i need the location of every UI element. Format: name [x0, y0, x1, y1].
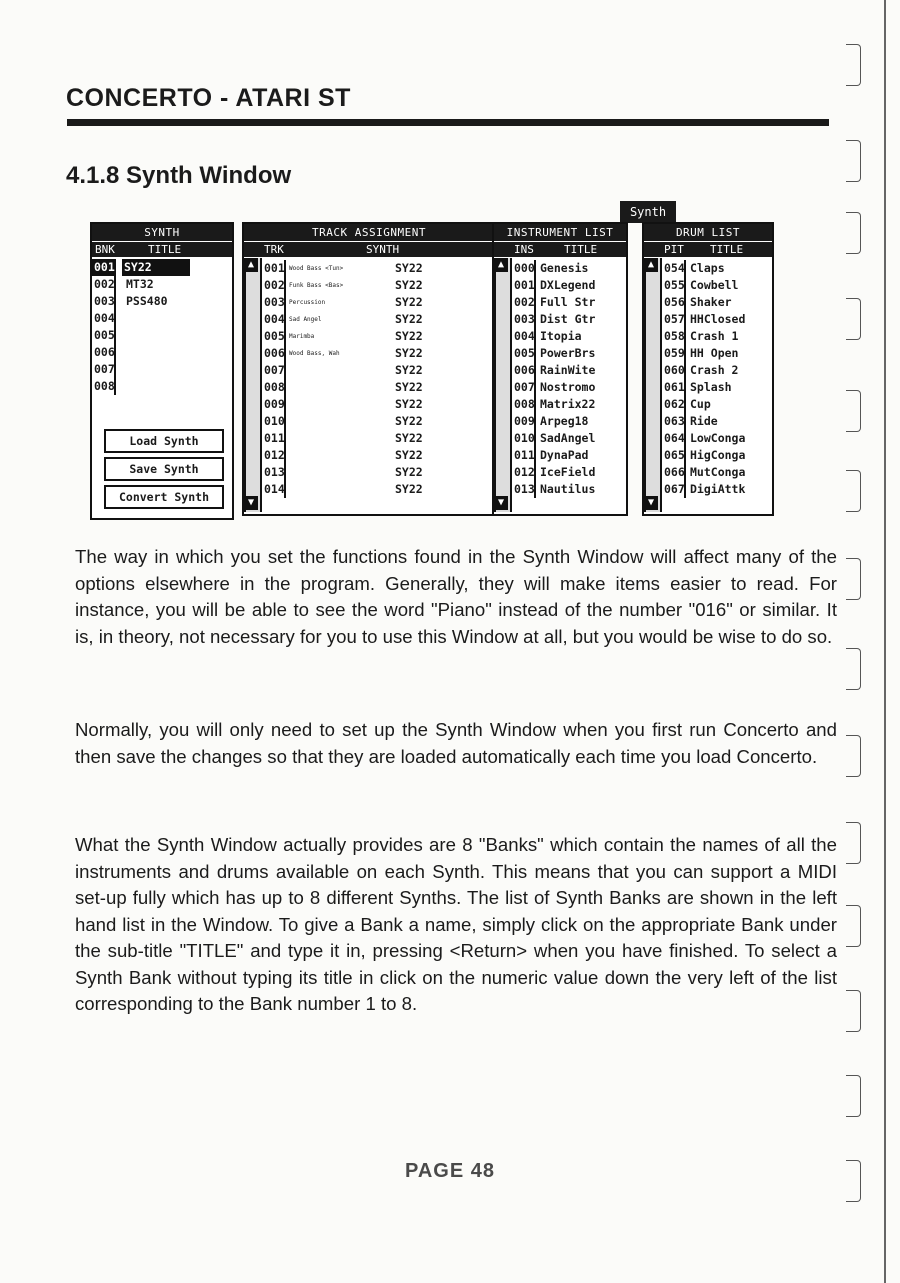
- binder-mark: [846, 298, 861, 340]
- binder-mark: [846, 140, 861, 182]
- instrument-number: 007: [514, 380, 535, 394]
- track-row[interactable]: [262, 447, 494, 464]
- track-synth[interactable]: SY22: [395, 295, 423, 309]
- track-synth[interactable]: SY22: [395, 329, 423, 343]
- binder-mark: [846, 470, 861, 512]
- drum-list-window: [642, 222, 774, 516]
- track-row[interactable]: [262, 464, 494, 481]
- save-synth-button[interactable]: Save Synth: [104, 457, 224, 481]
- track-number: 005: [264, 329, 285, 343]
- instrument-row[interactable]: [512, 260, 626, 277]
- bank-title[interactable]: MT32: [126, 277, 154, 291]
- instrument-title[interactable]: IceField: [540, 465, 596, 479]
- drum-title[interactable]: Crash 1: [690, 329, 739, 343]
- bank-row[interactable]: [92, 361, 232, 378]
- track-synth[interactable]: SY22: [395, 482, 423, 496]
- instrument-title[interactable]: Full Str: [540, 295, 596, 309]
- instrument-row[interactable]: [512, 396, 626, 413]
- bnk-column-label: BNK: [95, 243, 115, 256]
- drum-row[interactable]: [662, 447, 772, 464]
- track-instrument-name: Funk Bass <Bas>: [289, 282, 344, 289]
- scroll-up-icon[interactable]: ▲: [494, 258, 508, 272]
- bank-title[interactable]: SY22: [122, 259, 190, 276]
- instrument-row[interactable]: [512, 311, 626, 328]
- binder-mark: [846, 1160, 861, 1202]
- pit-column-label: PIT: [664, 243, 684, 256]
- drum-pitch: 061: [664, 380, 685, 394]
- track-synth[interactable]: SY22: [395, 448, 423, 462]
- instrument-scrollbar[interactable]: [494, 258, 512, 512]
- drum-row[interactable]: [662, 362, 772, 379]
- track-synth[interactable]: SY22: [395, 397, 423, 411]
- drum-title-column-label: TITLE: [710, 243, 744, 256]
- bank-title[interactable]: [116, 345, 126, 359]
- drum-row[interactable]: [662, 294, 772, 311]
- track-row[interactable]: [262, 413, 494, 430]
- instrument-number: 012: [514, 465, 535, 479]
- synth-column-label: SYNTH: [366, 243, 400, 256]
- drum-pitch: 058: [664, 329, 685, 343]
- drum-row[interactable]: [662, 413, 772, 430]
- bank-number[interactable]: 003: [94, 294, 115, 308]
- instrument-row[interactable]: [512, 481, 626, 498]
- running-head: CONCERTO - ATARI ST: [66, 84, 351, 112]
- bank-row[interactable]: [92, 310, 232, 327]
- page-edge: [884, 0, 886, 1283]
- instrument-number: 001: [514, 278, 535, 292]
- instrument-row[interactable]: [512, 294, 626, 311]
- instrument-number: 003: [514, 312, 535, 326]
- instrument-row[interactable]: [512, 345, 626, 362]
- synth-window-screenshot: [90, 200, 774, 520]
- track-number: 008: [264, 380, 285, 394]
- binder-mark: [846, 735, 861, 777]
- instrument-list-window: [492, 222, 628, 516]
- bank-row[interactable]: [92, 344, 232, 361]
- bank-number[interactable]: 007: [94, 362, 115, 376]
- binder-mark: [846, 648, 861, 690]
- drum-title[interactable]: Cup: [690, 397, 711, 411]
- trk-column-label: TRK: [264, 243, 284, 256]
- drum-pitch: 055: [664, 278, 685, 292]
- drum-pitch: 064: [664, 431, 685, 445]
- instrument-column-header: [494, 241, 626, 257]
- bank-title[interactable]: [116, 362, 126, 376]
- drum-pitch: 062: [664, 397, 685, 411]
- instrument-row[interactable]: [512, 464, 626, 481]
- bank-list: [92, 257, 232, 395]
- instrument-list: [512, 260, 626, 498]
- bank-title[interactable]: PSS480: [126, 294, 168, 308]
- bank-row[interactable]: [92, 259, 232, 276]
- drum-row[interactable]: [662, 396, 772, 413]
- track-instrument-name: Percussion: [289, 299, 326, 306]
- instrument-row[interactable]: [512, 277, 626, 294]
- instrument-title[interactable]: Nostromo: [540, 380, 596, 394]
- track-instrument-name: Wood Bass <Tun>: [289, 265, 344, 272]
- instrument-row[interactable]: [512, 447, 626, 464]
- drum-row[interactable]: [662, 311, 772, 328]
- binder-mark: [846, 558, 861, 600]
- track-synth[interactable]: SY22: [395, 465, 423, 479]
- track-synth[interactable]: SY22: [395, 261, 423, 275]
- track-number: 011: [264, 431, 285, 445]
- track-list: [262, 260, 494, 498]
- drum-title[interactable]: Ride: [690, 414, 718, 428]
- instrument-number: 009: [514, 414, 535, 428]
- instrument-row[interactable]: [512, 430, 626, 447]
- page-number: PAGE 48: [405, 1160, 495, 1182]
- binder-mark: [846, 990, 861, 1032]
- track-synth[interactable]: SY22: [395, 346, 423, 360]
- drum-row[interactable]: [662, 430, 772, 447]
- synth-bank-window: [90, 222, 234, 520]
- bank-number[interactable]: 002: [94, 277, 115, 291]
- binder-mark: [846, 44, 861, 86]
- bank-title[interactable]: [116, 311, 126, 325]
- drum-title[interactable]: Shaker: [690, 295, 732, 309]
- bank-row[interactable]: [92, 276, 232, 293]
- drum-title[interactable]: Claps: [690, 261, 725, 275]
- header-rule: [67, 119, 829, 126]
- track-row[interactable]: [262, 277, 494, 294]
- bank-row[interactable]: [92, 293, 232, 310]
- instrument-number: 006: [514, 363, 535, 377]
- drum-pitch: 063: [664, 414, 685, 428]
- track-assignment-window: [242, 222, 496, 516]
- instrument-title[interactable]: Nautilus: [540, 482, 596, 496]
- instrument-number: 011: [514, 448, 535, 462]
- track-number: 001: [264, 261, 285, 275]
- instrument-title[interactable]: SadAngel: [540, 431, 596, 445]
- bank-title[interactable]: [116, 379, 126, 393]
- bank-row[interactable]: [92, 327, 232, 344]
- drum-pitch: 059: [664, 346, 685, 360]
- drum-pitch: 057: [664, 312, 685, 326]
- scroll-up-icon[interactable]: ▲: [244, 258, 258, 272]
- instrument-title[interactable]: Itopia: [540, 329, 582, 343]
- instrument-number: 002: [514, 295, 535, 309]
- instrument-title[interactable]: Dist Gtr: [540, 312, 596, 326]
- instrument-title[interactable]: Arpeg18: [540, 414, 589, 428]
- bank-number[interactable]: 001: [94, 260, 115, 274]
- track-number: 002: [264, 278, 285, 292]
- binder-mark: [846, 212, 861, 254]
- binder-mark: [846, 390, 861, 432]
- body-paragraph-3: What the Synth Window actually provides are 8 "Banks" which contain the names of all the instruments and drums available on each Synth. This means that you can support a MIDI set-up fully which has up to 8 different Synths. The list of Synth Banks are shown in the left hand list in the Window. To give a Bank a name, simply click on the appropriate Bank under the sub-title "TITLE" and type it in, pressing <Return> when you have finished. To select a Synth Bank without typing its title in click on the numeric value down the very left of the list corresponding to the Bank number 1 to 8.: [75, 834, 837, 1014]
- track-number: 004: [264, 312, 285, 326]
- bank-number[interactable]: 005: [94, 328, 115, 342]
- track-row[interactable]: [262, 260, 494, 277]
- drum-pitch: 060: [664, 363, 685, 377]
- drum-pitch: 056: [664, 295, 685, 309]
- ins-column-label: INS: [514, 243, 534, 256]
- binder-mark: [846, 1075, 861, 1117]
- binder-mark: [846, 905, 861, 947]
- drum-title[interactable]: DigiAttk: [690, 482, 746, 496]
- track-number: 006: [264, 346, 285, 360]
- track-row[interactable]: [262, 311, 494, 328]
- binder-mark: [846, 822, 861, 864]
- drum-column-header: [644, 241, 772, 257]
- drum-title[interactable]: MutConga: [690, 465, 746, 479]
- instrument-title[interactable]: Matrix22: [540, 397, 596, 411]
- drum-row[interactable]: [662, 260, 772, 277]
- synth-bank-window-title: SYNTH: [92, 224, 232, 241]
- instrument-number: 010: [514, 431, 535, 445]
- bank-number[interactable]: 008: [94, 379, 115, 393]
- track-synth[interactable]: SY22: [395, 431, 423, 445]
- instrument-list-title: INSTRUMENT LIST: [494, 224, 626, 241]
- bank-title[interactable]: [116, 328, 126, 342]
- drum-row[interactable]: [662, 464, 772, 481]
- track-number: 007: [264, 363, 285, 377]
- title-column-label: TITLE: [148, 243, 182, 256]
- drum-row[interactable]: [662, 277, 772, 294]
- instrument-row[interactable]: [512, 413, 626, 430]
- track-synth[interactable]: SY22: [395, 312, 423, 326]
- body-paragraph-1: The way in which you set the functions found in the Synth Window will affect many of the options elsewhere in the program. Generally, they will make items easier to read. For instance, you will be able to see the word "Piano" instead of the number "016" or similar. It is, in theory, not necessary for you to use this Window at all, but you would be wise to do so.: [75, 546, 837, 647]
- drum-pitch: 067: [664, 482, 685, 496]
- body-paragraph-2: Normally, you will only need to set up the Synth Window when you first run Concerto and then save the changes so that they are loaded automatically each time you load Concerto.: [75, 719, 837, 767]
- drum-title[interactable]: LowConga: [690, 431, 746, 445]
- drum-pitch: 054: [664, 261, 685, 275]
- instrument-number: 004: [514, 329, 535, 343]
- bank-number[interactable]: 004: [94, 311, 115, 325]
- synth-menu-tab[interactable]: Synth: [620, 201, 676, 223]
- track-number: 012: [264, 448, 285, 462]
- drum-title[interactable]: HH Open: [690, 346, 739, 360]
- scroll-down-icon[interactable]: ▼: [244, 496, 258, 510]
- track-synth[interactable]: SY22: [395, 278, 423, 292]
- track-instrument-name: Marimba: [289, 333, 315, 340]
- load-synth-button[interactable]: Load Synth: [104, 429, 224, 453]
- drum-list: [662, 260, 772, 498]
- scroll-down-icon[interactable]: ▼: [644, 496, 658, 510]
- drum-title[interactable]: Crash 2: [690, 363, 739, 377]
- track-instrument-name: Wood Bass, Wah: [289, 350, 340, 357]
- track-number: 014: [264, 482, 285, 496]
- track-row[interactable]: [262, 481, 494, 498]
- drum-pitch: 065: [664, 448, 685, 462]
- track-number: 009: [264, 397, 285, 411]
- drum-list-title: DRUM LIST: [644, 224, 772, 241]
- instrument-number: 000: [514, 261, 535, 275]
- scroll-up-icon[interactable]: ▲: [644, 258, 658, 272]
- convert-synth-button[interactable]: Convert Synth: [104, 485, 224, 509]
- instrument-title[interactable]: DXLegend: [540, 278, 596, 292]
- track-instrument-name: Sad Angel: [289, 316, 322, 323]
- instrument-row[interactable]: [512, 362, 626, 379]
- instrument-row[interactable]: [512, 379, 626, 396]
- instrument-number: 013: [514, 482, 535, 496]
- track-assignment-title: TRACK ASSIGNMENT: [244, 224, 494, 241]
- synth-bank-column-header: [92, 241, 232, 257]
- instrument-row[interactable]: [512, 328, 626, 345]
- track-number: 010: [264, 414, 285, 428]
- drum-title[interactable]: Splash: [690, 380, 732, 394]
- track-row[interactable]: [262, 294, 494, 311]
- drum-title[interactable]: HigConga: [690, 448, 746, 462]
- track-row[interactable]: [262, 345, 494, 362]
- track-row[interactable]: [262, 328, 494, 345]
- drum-row[interactable]: [662, 328, 772, 345]
- ins-title-column-label: TITLE: [564, 243, 598, 256]
- track-number: 003: [264, 295, 285, 309]
- bank-row[interactable]: [92, 378, 232, 395]
- track-row[interactable]: [262, 379, 494, 396]
- track-synth[interactable]: SY22: [395, 414, 423, 428]
- bank-number[interactable]: 006: [94, 345, 115, 359]
- track-synth[interactable]: SY22: [395, 380, 423, 394]
- drum-row[interactable]: [662, 379, 772, 396]
- track-column-header: [244, 241, 494, 257]
- drum-pitch: 066: [664, 465, 685, 479]
- drum-row[interactable]: [662, 481, 772, 498]
- instrument-number: 008: [514, 397, 535, 411]
- drum-title[interactable]: Cowbell: [690, 278, 739, 292]
- instrument-number: 005: [514, 346, 535, 360]
- drum-row[interactable]: [662, 345, 772, 362]
- instrument-title[interactable]: DynaPad: [540, 448, 589, 462]
- instrument-title[interactable]: RainWite: [540, 363, 596, 377]
- scroll-down-icon[interactable]: ▼: [494, 496, 508, 510]
- track-row[interactable]: [262, 362, 494, 379]
- track-row[interactable]: [262, 396, 494, 413]
- track-synth[interactable]: SY22: [395, 363, 423, 377]
- track-scrollbar[interactable]: [244, 258, 262, 512]
- drum-title[interactable]: HHClosed: [690, 312, 746, 326]
- track-number: 013: [264, 465, 285, 479]
- track-row[interactable]: [262, 430, 494, 447]
- section-title: 4.1.8 Synth Window: [66, 162, 292, 189]
- instrument-title[interactable]: Genesis: [540, 261, 589, 275]
- instrument-title[interactable]: PowerBrs: [540, 346, 596, 360]
- drum-scrollbar[interactable]: [644, 258, 662, 512]
